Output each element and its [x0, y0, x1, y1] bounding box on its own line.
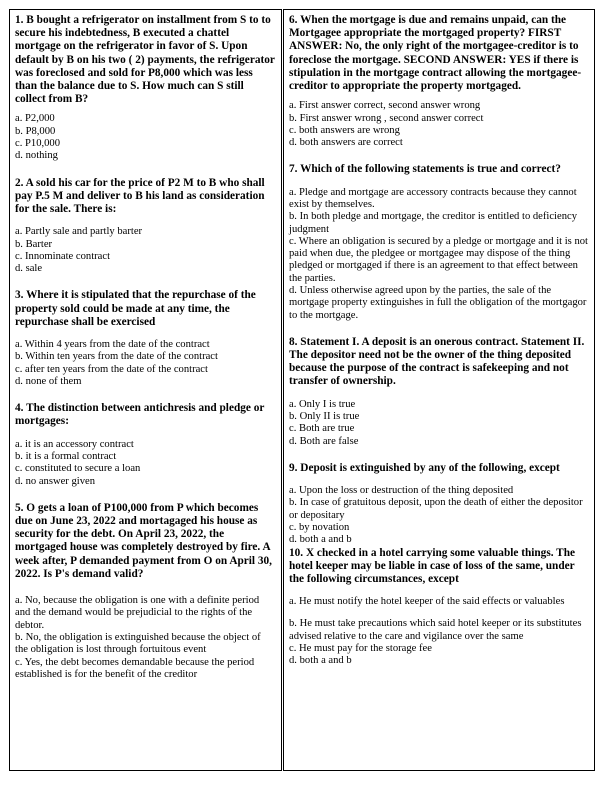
- option: a. Only I is true: [289, 398, 356, 410]
- option: c. Both are true: [289, 423, 355, 435]
- option: b. P8,000: [15, 125, 56, 137]
- option: d. both a and b: [289, 534, 352, 546]
- question-9: [289, 462, 589, 547]
- option: a. it is an accessory contract: [15, 438, 134, 450]
- options-list: [289, 100, 589, 149]
- option: b. In case of gratuitous deposit, upon the death of either the depositor or depositary: [289, 497, 583, 521]
- question-text: 4. The distinction between antichresis and pledge or mortgages:: [15, 402, 265, 428]
- option: d. Both are false: [289, 435, 359, 447]
- left-column: [9, 9, 282, 771]
- option: c. by novation: [289, 521, 350, 533]
- option: d. both answers are correct: [289, 137, 403, 149]
- options-list: [15, 339, 276, 388]
- question-7: [289, 163, 589, 321]
- option: b. it is a formal contract: [15, 450, 117, 462]
- option: b. No, the obligation is extinguished because the object of the obligation is lost through fortuitous event: [15, 631, 261, 656]
- question-text: 5. O gets a loan of P100,000 from P which becomes due on June 23, 2022 and mortagaged his house as security for the debt. On April 23, 2022, the mortgaged house was completely destroyed by fire. A week after, P demanded payment from O on April 30, 2022. Is P's demand valid?: [15, 501, 272, 580]
- option: a. No, because the obligation is one with a definite period and the demand would be prejudicial to the rights of the debtor.: [15, 595, 260, 631]
- question-text: 10. X checked in a hotel carrying some valuable things. The hotel keeper may be liable in case of loss of the same, under the following circumstances, except: [289, 546, 575, 585]
- option: a. Partly sale and partly barter: [15, 226, 143, 238]
- options-list: [289, 485, 589, 546]
- options-list: [15, 595, 276, 681]
- question-text: 7. Which of the following statements is true and correct?: [289, 163, 561, 176]
- right-column: [283, 9, 595, 771]
- options-list: [15, 439, 276, 488]
- option: c. constituted to secure a loan: [15, 463, 141, 475]
- question-4: [15, 402, 276, 488]
- option: c. He must pay for the storage fee: [289, 643, 432, 655]
- option: c. P10,000: [15, 138, 61, 150]
- option: c. Innominate contract: [15, 250, 111, 262]
- option: b. Barter: [15, 238, 53, 250]
- question-text: 8. Statement I. A deposit is an onerous contract. Statement II. The depositor need not be the owner of the thing deposited because the purpose of the contract is safekeeping and not transfer of ownership.: [289, 335, 585, 388]
- options-list: [289, 187, 589, 322]
- question-text: 6. When the mortgage is due and remains unpaid, can the Mortgagee appropriate the mortgaged property? FIRST ANSWER: No, the only right of the mortgagee-creditor is to foreclose the mortgage. SECOND ANSWER: YES if there is stipulation in the mortgage contract allowing the mortgagee-creditor to appropriate the property mortgaged.: [289, 14, 582, 93]
- options-list: [289, 399, 589, 448]
- question-5: [15, 502, 276, 681]
- options-list: [289, 596, 589, 667]
- option: d. no answer given: [15, 475, 96, 487]
- option: d. Unless otherwise agreed upon by the parties, the sale of the mortgage property extinguishes in full the obligation of the mortgagor to the mortgage.: [289, 284, 587, 321]
- option: c. Yes, the debt becomes demandable because the period established is for the benefit of the creditor: [15, 656, 255, 680]
- question-8: [289, 336, 589, 448]
- option: c. Where an obligation is secured by a pledge or mortgage and it is not paid when due, the pledgee or mortgagee may dispose of the thing pledged or mortgaged if there is an agreement to that effect between the parties.: [289, 235, 588, 284]
- question-text: 1. B bought a refrigerator on installment from S to to secure his indebtedness, B executed a chattel mortgage on the refrigerator in favor of S. Upon default by B on his two ( 2) payments, the refrigerator was foreclosed and sold for P8,000 which was less than the balance due to S. How much can S still collect from B?: [15, 14, 275, 106]
- question-text: 3. Where it is stipulated that the repurchase of the property sold could be made at any time, the repurchase shall be exercised: [15, 289, 256, 328]
- option: c. both answers are wrong: [289, 124, 400, 136]
- question-text: 2. A sold his car for the price of P2 M to B who shall pay P.5 M and deliver to B his land as consideration for the sale. There is:: [15, 176, 265, 216]
- option: a. First answer correct, second answer wrong: [289, 100, 481, 112]
- option: b. He must take precautions which said hotel keeper or its substitutes advised relative to the care and vigilance over the same: [289, 618, 582, 642]
- option: d. sale: [15, 263, 43, 275]
- question-1: [15, 14, 276, 163]
- question-3: [15, 289, 276, 388]
- question-text: 9. Deposit is extinguished by any of the following, except: [289, 461, 560, 474]
- question-10: [289, 547, 589, 668]
- option: a. He must notify the hotel keeper of the said effects or valuables: [289, 596, 565, 608]
- option: c. after ten years from the date of the contract: [15, 363, 208, 375]
- option: a. Within 4 years from the date of the contract: [15, 339, 210, 351]
- option: d. none of them: [15, 375, 82, 387]
- options-list: [15, 226, 276, 275]
- options-list: [15, 113, 276, 162]
- option: a. Pledge and mortgage are accessory contracts because they cannot exist by themselves.: [289, 186, 577, 210]
- option: a. Upon the loss or destruction of the thing deposited: [289, 485, 514, 497]
- option: b. Only II is true: [289, 410, 360, 422]
- option: d. nothing: [15, 150, 58, 162]
- option: b. First answer wrong , second answer correct: [289, 112, 484, 124]
- option: d. both a and b: [289, 655, 352, 667]
- option: b. Within ten years from the date of the contract: [15, 351, 218, 363]
- question-2: [15, 177, 276, 276]
- question-6: [289, 14, 589, 149]
- option: a. P2,000: [15, 113, 55, 125]
- option: b. In both pledge and mortgage, the creditor is entitled to deficiency judgment: [289, 211, 577, 235]
